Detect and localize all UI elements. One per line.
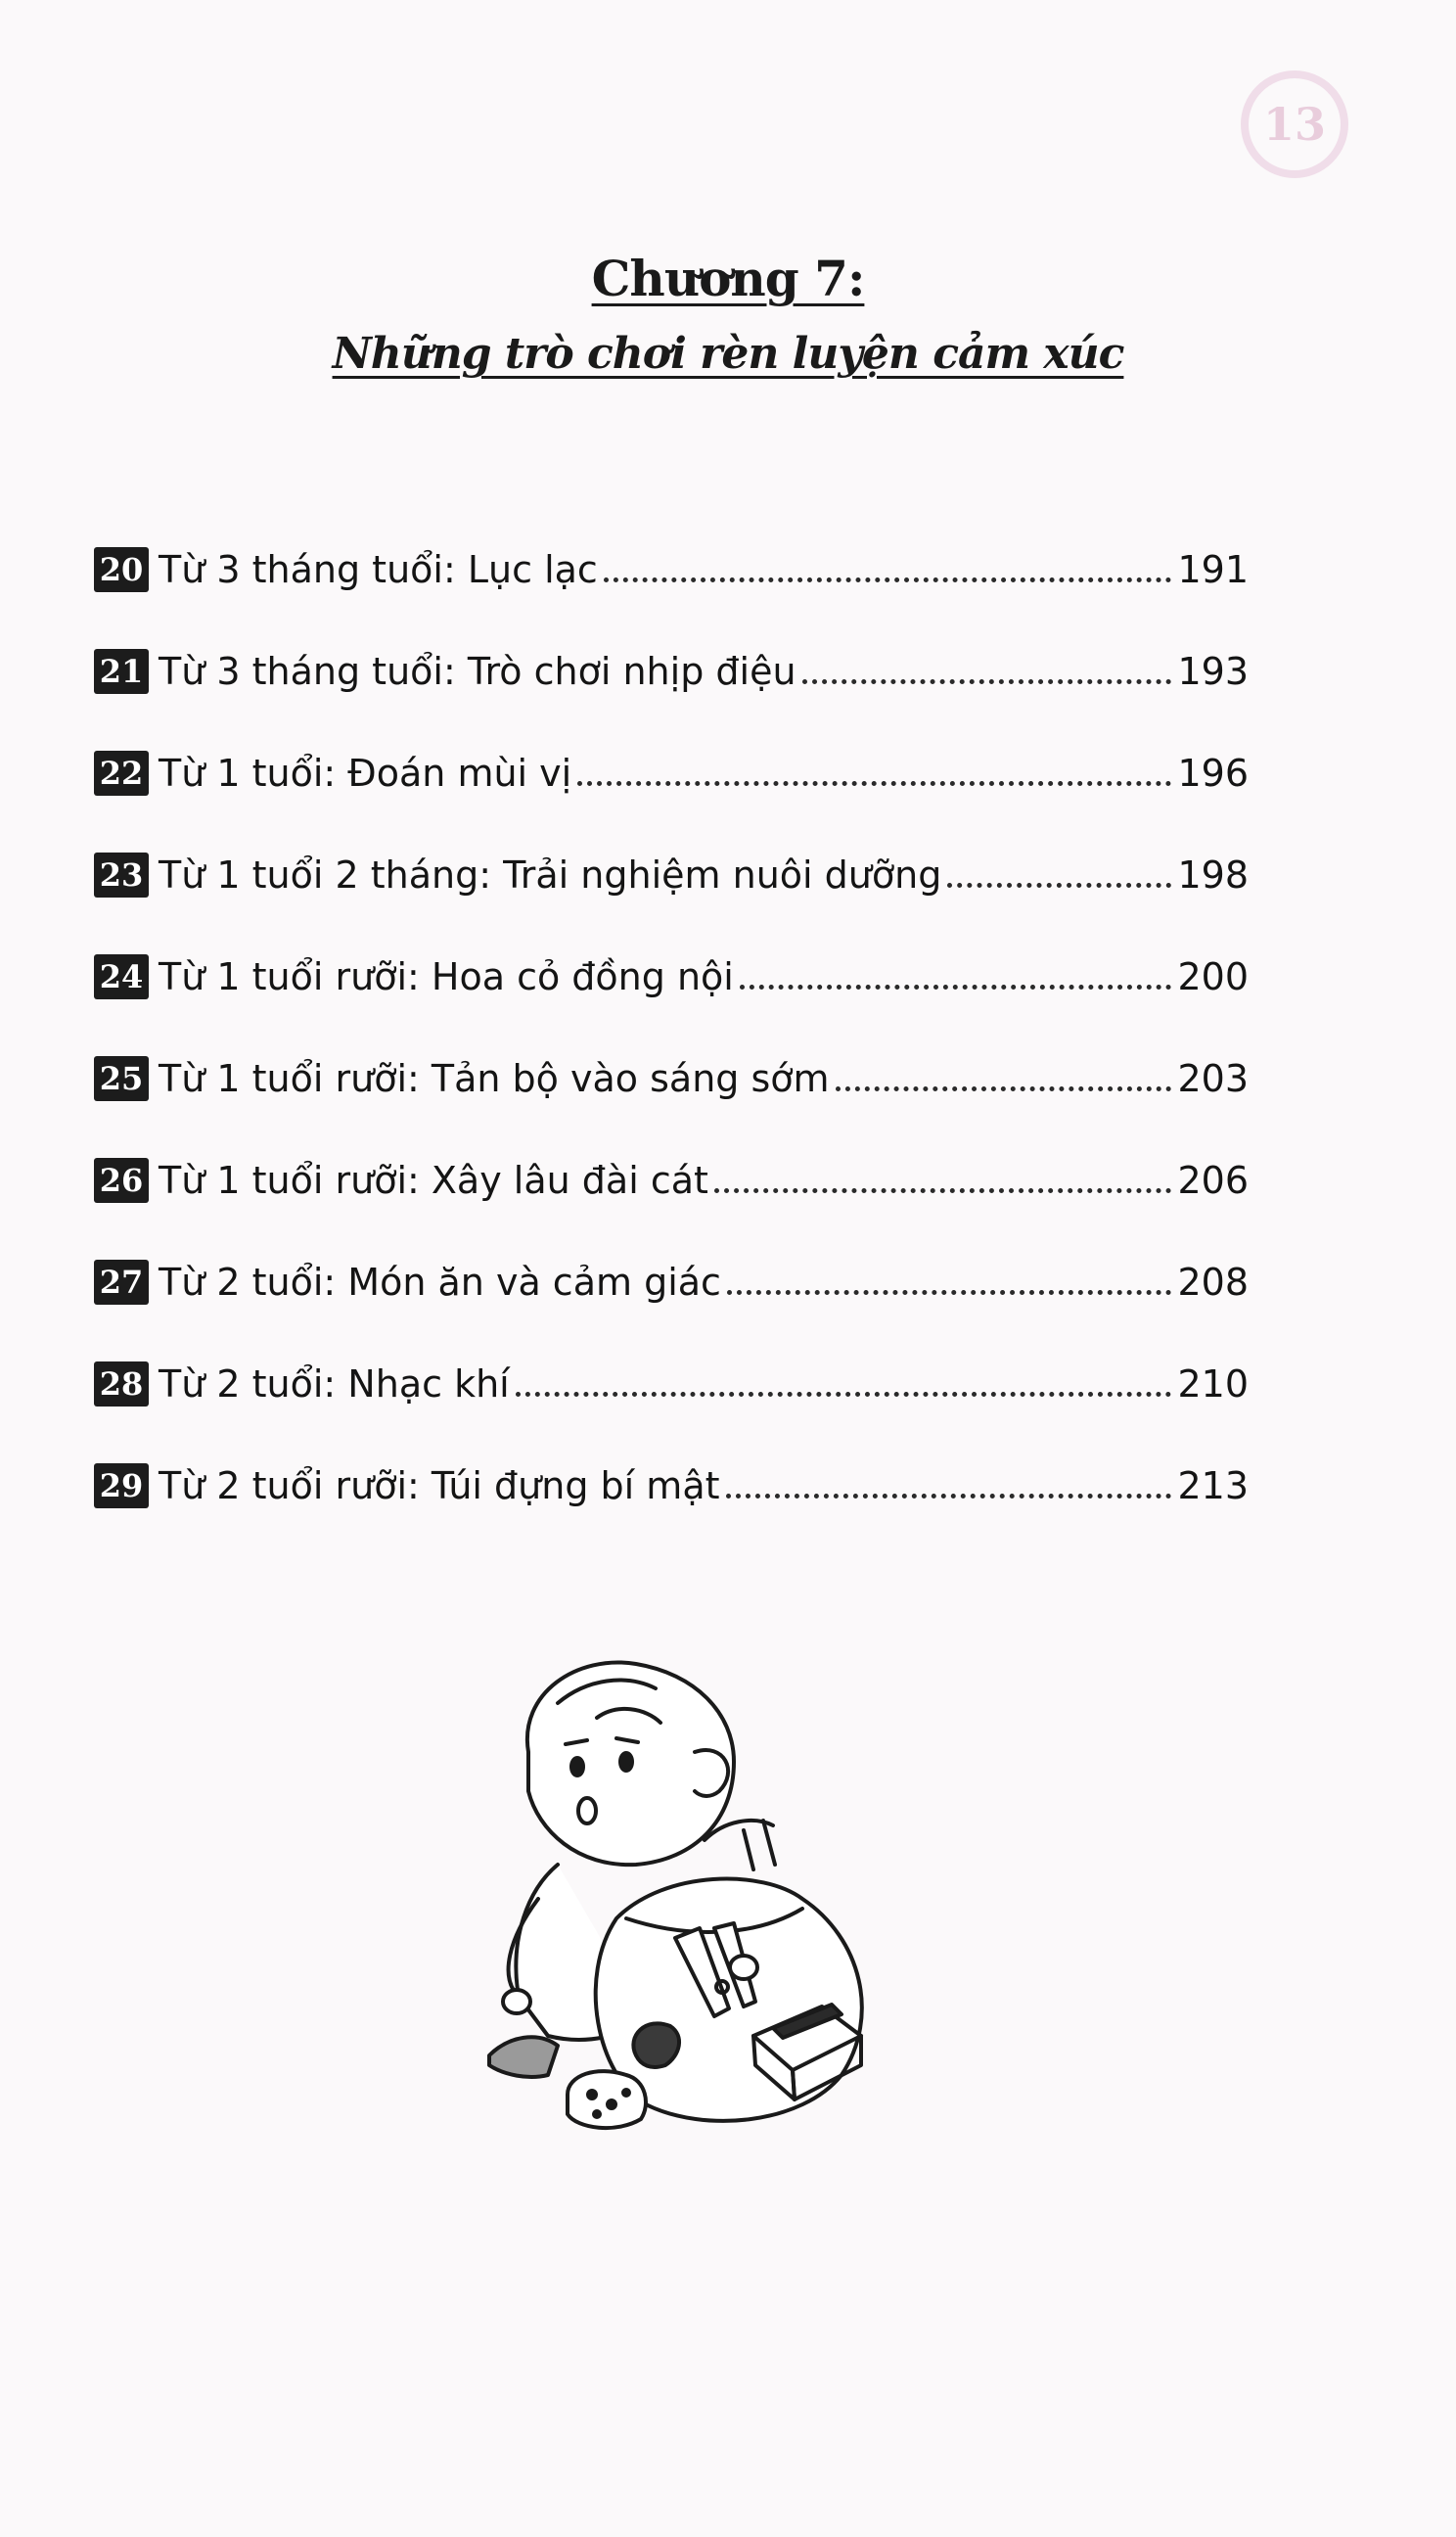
table-of-contents [94, 519, 1249, 1537]
toc-item-number: 28 [94, 1361, 149, 1407]
toc-item-title: Từ 2 tuổi: Món ăn và cảm giác [159, 1261, 721, 1304]
toc-dot-leader [802, 660, 1172, 684]
toc-item-number: 26 [94, 1158, 149, 1203]
toc-item-title: Từ 1 tuổi rưỡi: Hoa cỏ đồng nội [159, 955, 734, 998]
toc-item-title: Từ 3 tháng tuổi: Lục lạc [159, 548, 598, 591]
toc-item-number: 22 [94, 751, 149, 796]
toc-item-number: 25 [94, 1056, 149, 1101]
chapter-header [0, 250, 1456, 379]
toc-item-page: 213 [1177, 1464, 1249, 1507]
toc-dot-leader [726, 1474, 1172, 1499]
toc-dot-leader [604, 558, 1172, 582]
toc-item-number: 23 [94, 853, 149, 898]
toc-row [94, 1435, 1249, 1537]
toc-item-page: 191 [1177, 548, 1249, 591]
toc-row [94, 621, 1249, 722]
toc-item-page: 193 [1177, 650, 1249, 693]
toc-item-title: Từ 1 tuổi: Đoán mùi vị [159, 752, 572, 795]
toc-item-title: Từ 1 tuổi 2 tháng: Trải nghiệm nuôi dưỡng [159, 853, 942, 897]
chapter-title: Chương 7: [591, 250, 865, 307]
toc-row [94, 1333, 1249, 1435]
toc-row [94, 1028, 1249, 1130]
page-number: 13 [1241, 70, 1348, 178]
toc-dot-leader [947, 863, 1171, 888]
toc-row [94, 824, 1249, 926]
toc-item-title: Từ 1 tuổi rưỡi: Xây lâu đài cát [159, 1159, 708, 1202]
toc-dot-leader [714, 1169, 1172, 1193]
toc-row [94, 1130, 1249, 1231]
toc-item-page: 210 [1177, 1362, 1249, 1406]
toc-item-page: 208 [1177, 1261, 1249, 1304]
toc-item-number: 20 [94, 547, 149, 592]
toc-item-title: Từ 3 tháng tuổi: Trò chơi nhịp điệu [159, 650, 796, 693]
toc-item-page: 206 [1177, 1159, 1249, 1202]
toc-row [94, 519, 1249, 621]
child-with-bag-illustration [450, 1644, 998, 2192]
toc-item-page: 200 [1177, 955, 1249, 998]
toc-item-page: 203 [1177, 1057, 1249, 1100]
toc-item-number: 24 [94, 954, 149, 999]
toc-row [94, 1231, 1249, 1333]
toc-item-page: 196 [1177, 752, 1249, 795]
toc-item-number: 29 [94, 1463, 149, 1508]
toc-row [94, 722, 1249, 824]
toc-dot-leader [516, 1372, 1172, 1397]
chapter-subtitle: Những trò chơi rèn luyện cảm xúc [332, 329, 1124, 379]
toc-dot-leader [577, 761, 1171, 786]
toc-item-page: 198 [1177, 853, 1249, 897]
toc-item-title: Từ 2 tuổi: Nhạc khí [159, 1362, 510, 1406]
toc-dot-leader [727, 1270, 1172, 1295]
toc-item-title: Từ 1 tuổi rưỡi: Tản bộ vào sáng sớm [159, 1057, 830, 1100]
toc-dot-leader [740, 965, 1172, 990]
toc-item-number: 21 [94, 649, 149, 694]
toc-dot-leader [836, 1067, 1172, 1091]
toc-item-title: Từ 2 tuổi rưỡi: Túi đựng bí mật [159, 1464, 720, 1507]
toc-item-number: 27 [94, 1260, 149, 1305]
toc-row [94, 926, 1249, 1028]
